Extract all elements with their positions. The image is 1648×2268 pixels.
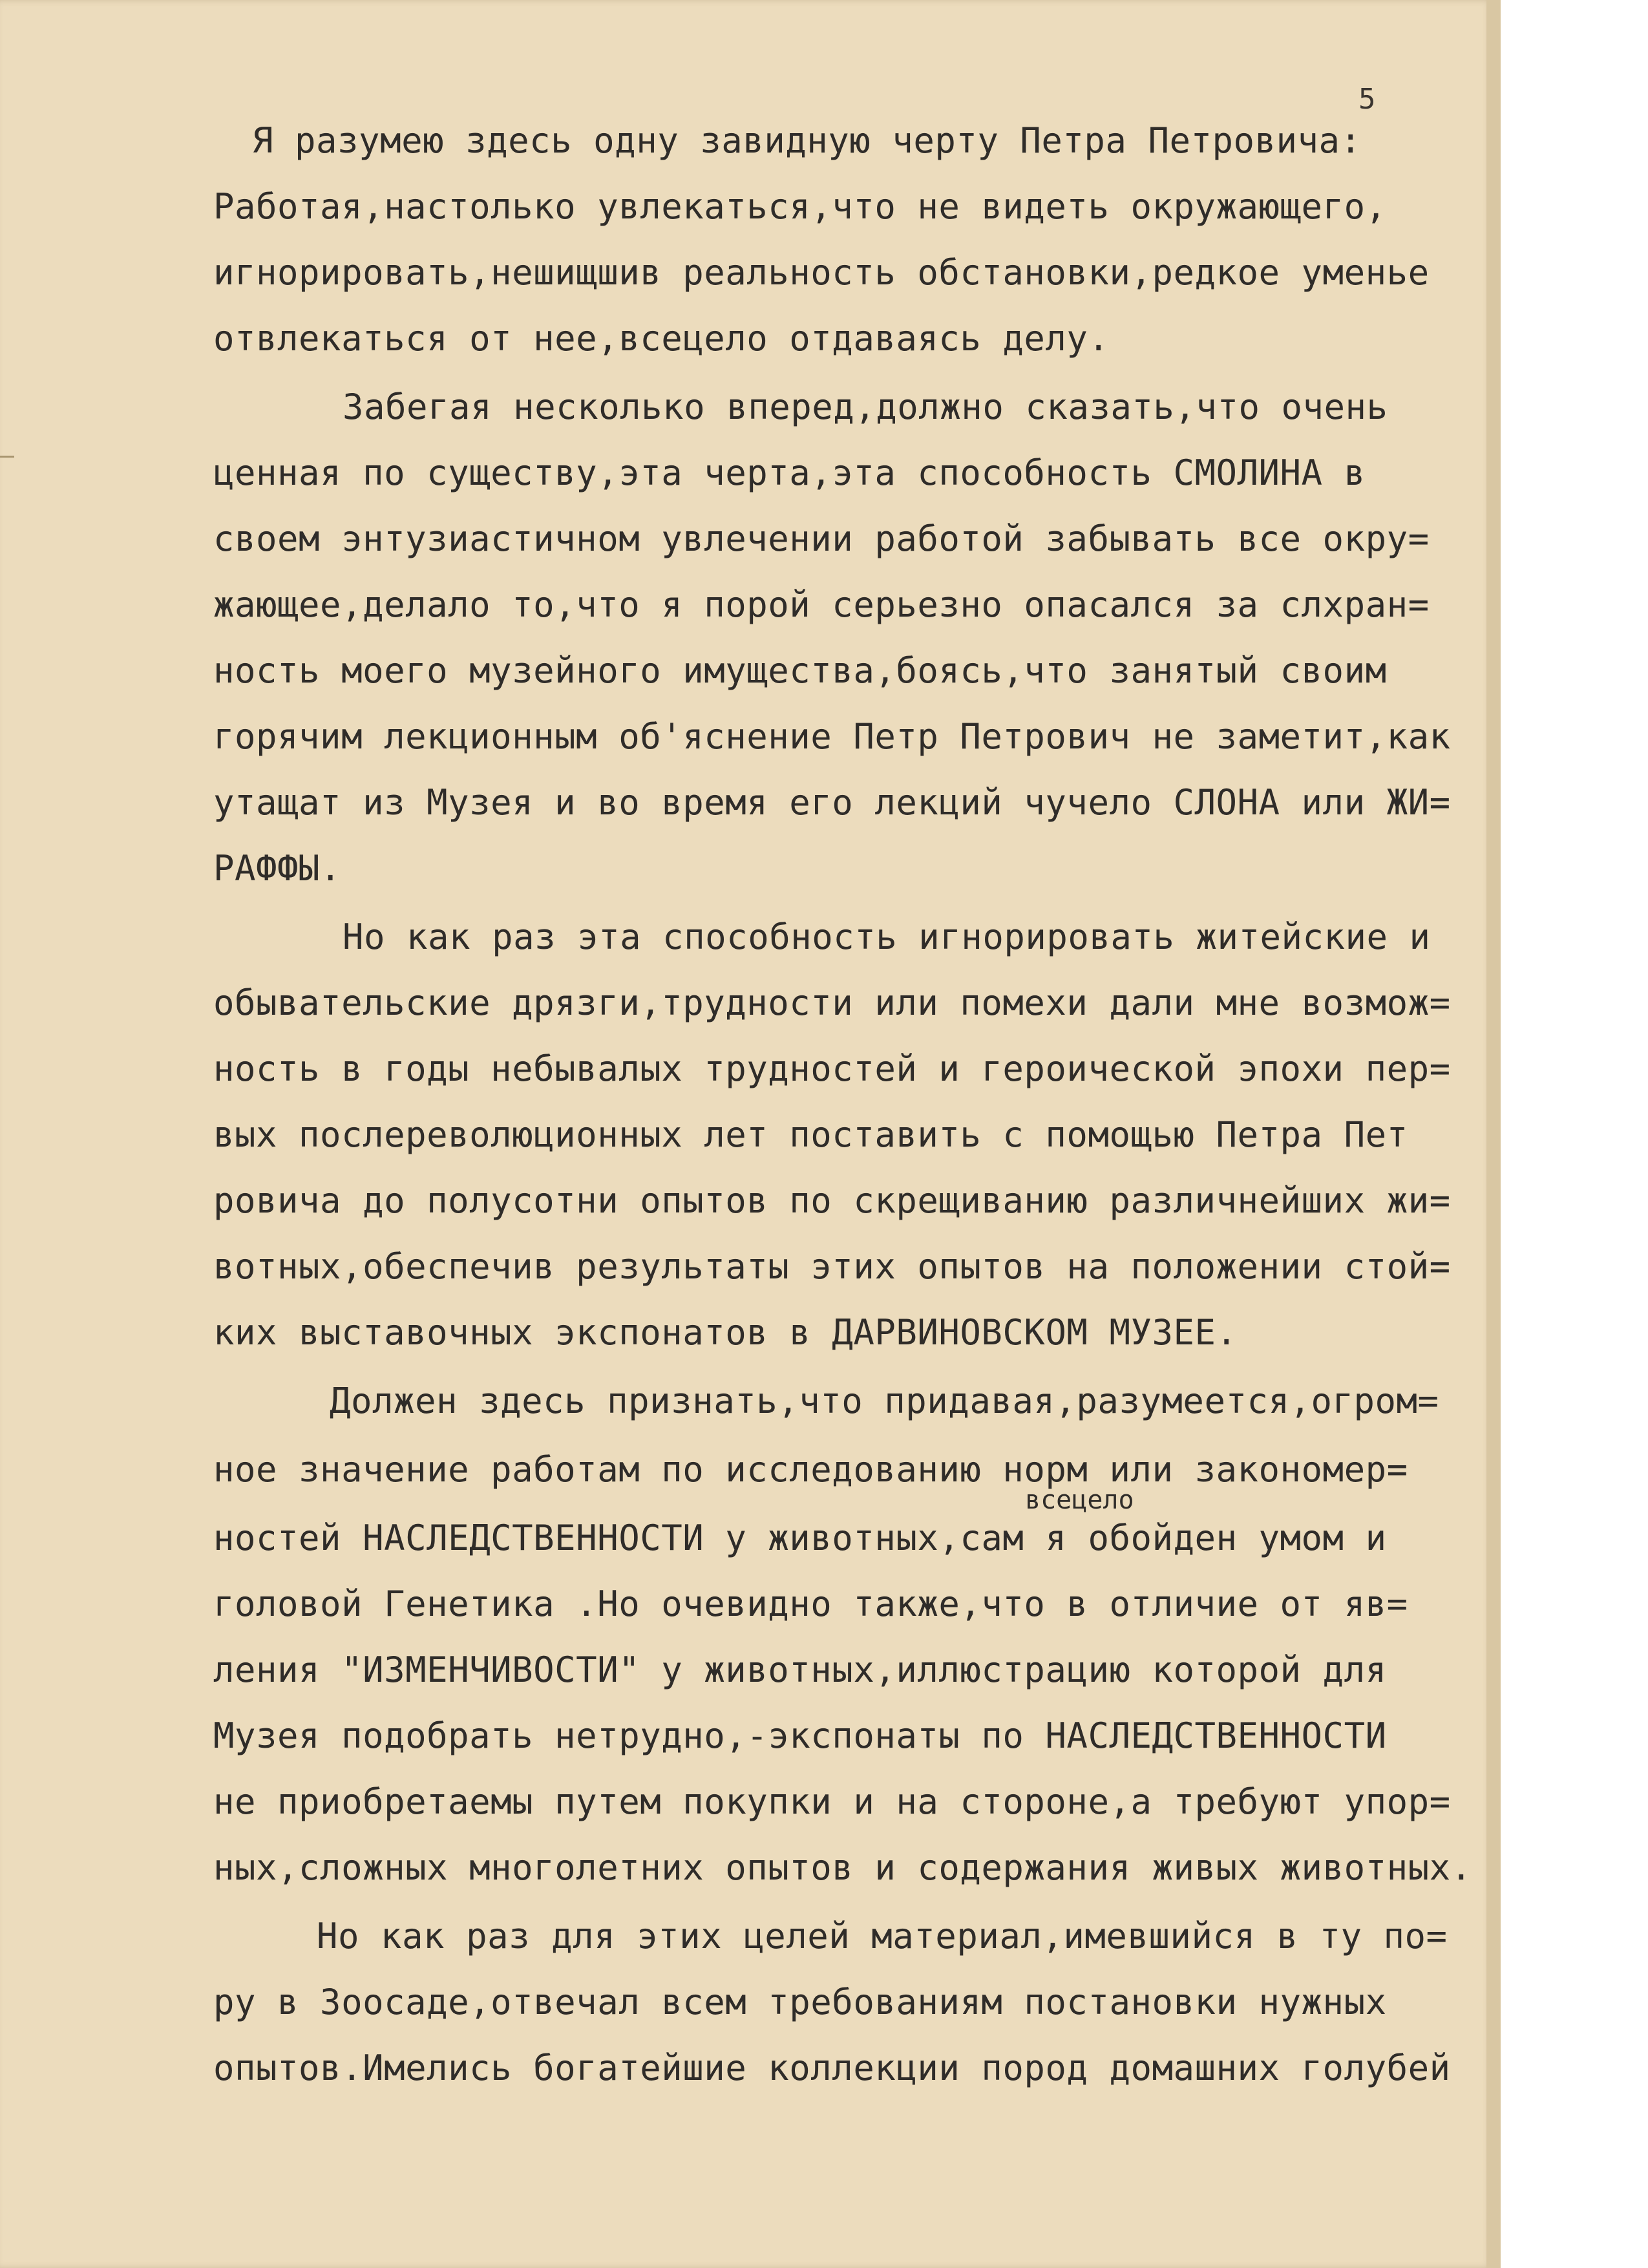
text-line: горячим лекционным об'яснение Петр Петрович не заметит,как [213,716,1451,757]
text-line: вотных,обеспечив результаты этих опытов на положении стой= [213,1246,1451,1287]
text-line: ность в годы небывалых трудностей и героической эпохи пер= [213,1048,1451,1089]
text-line: Я разумею здесь одну завидную черту Петра Петровича: [252,120,1362,161]
text-line: отвлекаться от нее,всецело отдаваясь делу. [213,318,1110,359]
text-line: Но как раз для этих целей материал,имевшийся в ту по= [317,1916,1448,1956]
text-line: ких выставочных экспонатов в ДАРВИНОВСКОМ МУЗЕЕ. [213,1312,1238,1353]
page-number: 5 [1358,83,1376,116]
text-line: опытов.Имелись богатейшие коллекции пород домашних голубей [213,2048,1451,2088]
text-line: Работая,настолько увлекаться,что не видеть окружающего, [213,186,1387,227]
text-line: Музея подобрать нетрудно,-экспонаты по НАСЛЕДСТВЕННОСТИ [213,1715,1387,1756]
text-line: утащат из Музея и во время его лекций чучело СЛОНА или ЖИ= [213,782,1451,823]
text-line: Забегая несколько вперед,должно сказать,что очень [343,387,1388,427]
text-line: ное значение работам по исследованию норм или закономер= [213,1449,1408,1490]
text-line: ность моего музейного имущества,боясь,что занятый своим [213,650,1387,691]
text-line: ных,сложных многолетних опытов и содержания живых животных. [213,1847,1472,1888]
text-line: РАФФЫ. [213,848,342,889]
text-line: Но как раз эта способность игнорировать житейские и [343,917,1431,957]
text-line: вых послереволюционных лет поставить с помощью Петра Пет [213,1114,1408,1155]
text-line: не приобретаемы путем покупки и на стороне,а требуют упор= [213,1781,1451,1822]
text-line: игнорировать,нешищшив реальность обстановки,редкое уменье [213,252,1430,293]
text-line: обывательские дрязги,трудности или помехи дали мне возмож= [213,982,1451,1023]
text-line: жающее,делало то,что я порой серьезно опасался за слхран= [213,584,1430,625]
handwritten-insert: всецело [1025,1485,1134,1515]
text-line: головой Генетика .Но очевидно также,что в отличие от яв= [213,1584,1408,1624]
text-line: Должен здесь признать,что придавая,разумеется,огром= [330,1381,1439,1421]
text-line: ностей НАСЛЕДСТВЕННОСТИ у животных,сам я обойден умом и [213,1518,1387,1558]
text-line: ру в Зоосаде,отвечал всем требованиям постановки нужных [213,1982,1387,2022]
text-line: ровича до полусотни опытов по скрещиванию различнейших жи= [213,1180,1451,1221]
text-line: своем энтузиастичном увлечении работой забывать все окру= [213,518,1430,559]
text-line: ценная по существу,эта черта,эта способность СМОЛИНА в [213,452,1366,493]
text-line: ления "ИЗМЕНЧИВОСТИ" у животных,иллюстрацию которой для [213,1649,1387,1690]
